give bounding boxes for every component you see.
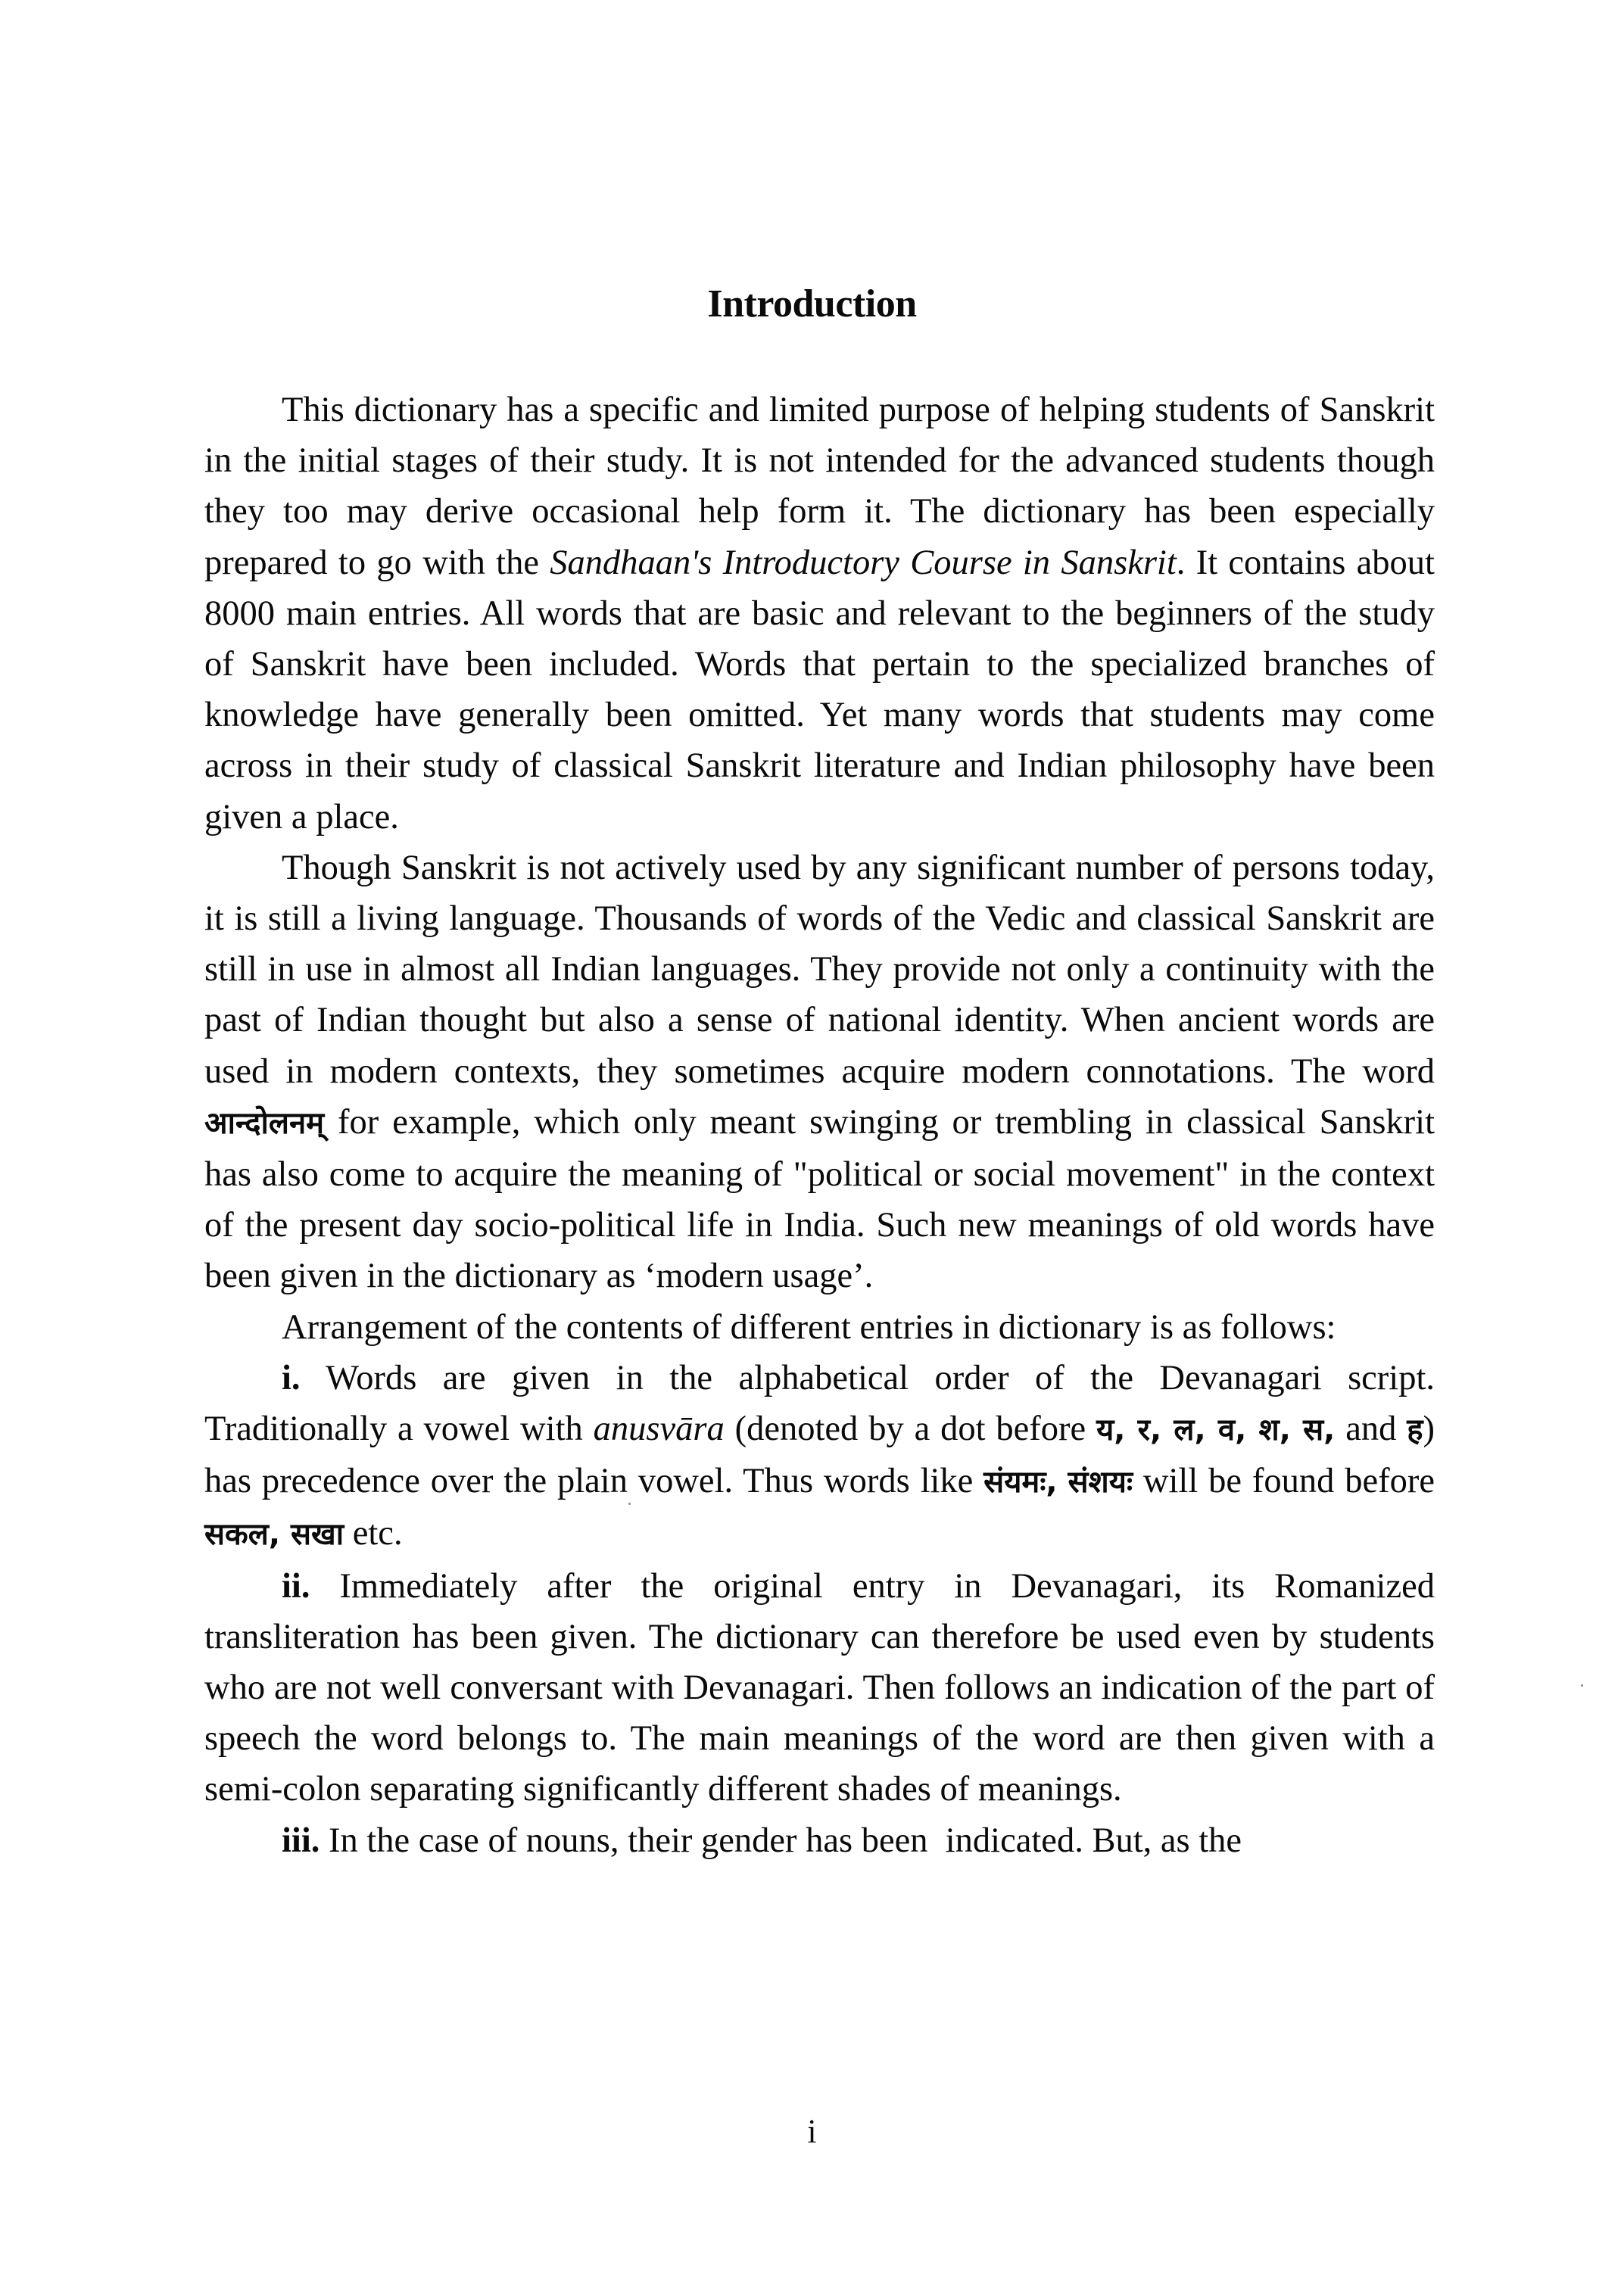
paragraph-text: for example, which only meant swinging or trembling in classical Sanskrit has also come to acquire the meaning of "political or social movement" in the context of the present day socio-political life in India. Such new meanings of old words have been given in the dictionary as ‘modern usage’. [204,1102,1435,1296]
paragraph-text: Words are given in the alphabetical order of the Devanagari script. Traditionally a vowel with [204,1358,1435,1449]
scan-speck [628,1503,631,1505]
list-item-3 [204,1815,1435,1866]
paragraph-living-language [204,843,1435,1302]
paragraph-text: etc. [344,1514,403,1553]
paragraph-text: (denoted by a dot before [724,1410,1097,1449]
devanagari-word: संयमः, [983,1465,1058,1500]
paragraph-text: . It contains about 8000 main entries. All words that are basic and relevant to the beginners of the study of Sanskrit have been included. Words that pertain to the specialized branches of knowledge have generally been omitted. Yet many words that students may come across in their study of classical Sanskrit literature and Indian philosophy have been given a place. [204,543,1435,837]
devanagari-word: आन्दोलनम् [204,1105,325,1141]
list-item-2 [204,1561,1435,1815]
paragraph-purpose [204,385,1435,843]
paragraph-text: Though Sanskrit is not actively used by any significant number of persons today, it is still a living language. Thousands of words of the Vedic and classical Sanskrit are still in use in almost all Indian languages. They provide not only a continuity with the past of Indian thought but also a sense of national identity. When ancient words are used in modern contexts, they sometimes acquire modern connotations. The word [204,848,1435,1091]
body-text [204,385,1435,1866]
devanagari-word: संशयः [1068,1465,1133,1500]
paragraph-text: Arrangement of the contents of different entries in dictionary is as follows: [282,1307,1336,1347]
list-item-1 [204,1353,1435,1561]
item-number: ii. [282,1566,310,1606]
paragraph-text: In the case of nouns, their gender has been indicated. But, as the [320,1821,1242,1860]
devanagari-word: सकल, सखा [204,1517,344,1553]
paragraph-text: This dictionary has a specific and limited purpose of helping students of Sanskrit in the initial stages of their study. It is not intended for the advanced students though they too may derive occasional help form it. The dictionary has been especially prepared to go with the [204,391,1435,582]
devanagari-letters: य, र, ल, व, श, स, [1096,1413,1336,1448]
page-number: i [807,2113,817,2150]
paragraph-text: Immediately after the original entry in Devanagari, its Romanized transliteration has been given. The dictionary can therefore be used even by students who are not well conversant with Devanagari. Then follows an indication of the part of speech the word belongs to. The main meanings of the word are then given with a semi-colon separating significantly different shades of meanings. [204,1566,1435,1809]
page-title: Introduction [707,282,917,326]
scan-speck [1581,1684,1583,1687]
item-number: i. [282,1358,301,1397]
term-anusvara: anusvāra [593,1410,725,1449]
item-number: iii. [282,1821,320,1860]
paragraph-arrangement [204,1302,1435,1353]
devanagari-letter: ह [1407,1413,1423,1448]
book-title: Sandhaan's Introductory Course in Sanskrit [550,543,1177,582]
paragraph-text: will be found before [1133,1462,1435,1501]
paragraph-text: and [1335,1410,1407,1449]
paragraph-text: ) has precedence over the plain vowel. Thus words like [204,1410,1435,1501]
